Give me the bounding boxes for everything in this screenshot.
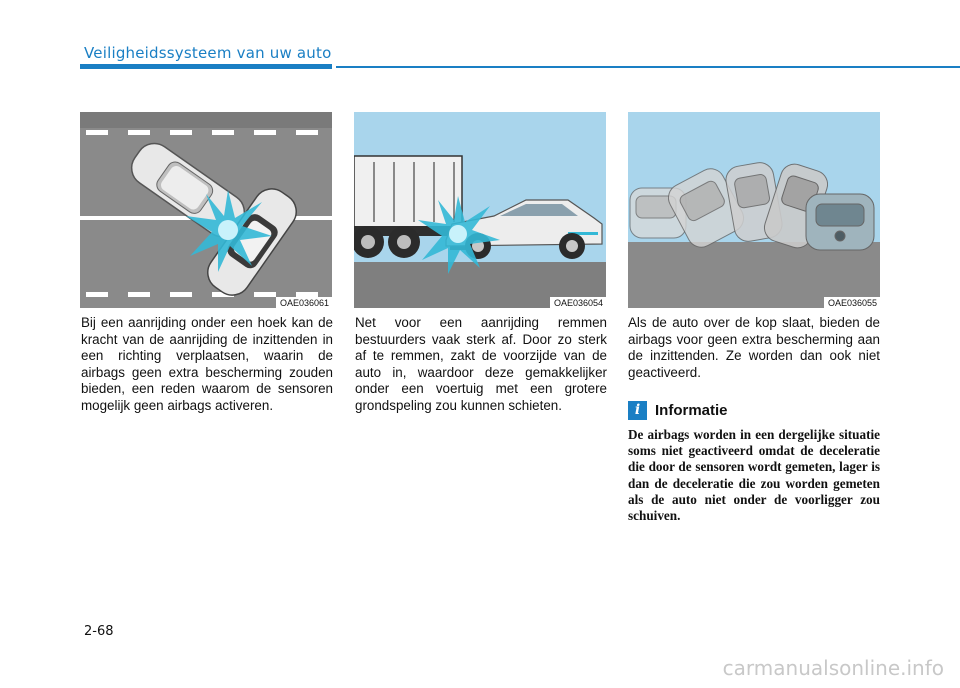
paragraph-angled-collision: Bij een aanrijding onder een hoek kan de kracht van de aanrijding de inzittenden in een richting verplaatsen, waarin de airbags geen extra bescherming zouden bieden, een reden waarom de sensoren mogelijk geen airbags activeren. (81, 315, 333, 413)
watermark: carmanualsonline.info (722, 656, 944, 680)
figure-rollover (628, 112, 880, 308)
figure-code: OAE036055 (824, 297, 880, 308)
paragraph-underride: Net voor een aanrijding remmen bestuurders vaak sterk af. Door zo sterk af te remmen, zakt de voorzijde van de auto in, waardoor deze gemakkelijker onder een voertuig met een grotere grondspeling zou kunnen schieten. (355, 315, 607, 413)
info-icon: i (628, 401, 647, 420)
info-body: De airbags worden in een dergelijke situatie soms niet geactiveerd omdat de deceleratie die door de sensoren wordt gemeten, lager is dan de deceleratie die zou worden gemeten als de auto niet onder de voorligger zou schuiven. (628, 427, 880, 524)
info-title: Informatie (655, 401, 728, 419)
figure-underride-collision (354, 112, 606, 308)
section-title: Veiligheidssysteem van uw auto (84, 44, 332, 62)
header-rule-thin (336, 66, 960, 68)
figure-code: OAE036054 (550, 297, 606, 308)
info-heading (628, 400, 728, 420)
header-rule-thick (80, 64, 332, 69)
paragraph-rollover: Als de auto over de kop slaat, bieden de airbags voor geen extra bescherming aan de inzittenden. Ze worden dan ook niet geactiveerd. (628, 315, 880, 380)
figure-code: OAE036061 (276, 297, 332, 308)
page-number: 2-68 (84, 624, 114, 639)
figure-angled-collision (80, 112, 332, 308)
